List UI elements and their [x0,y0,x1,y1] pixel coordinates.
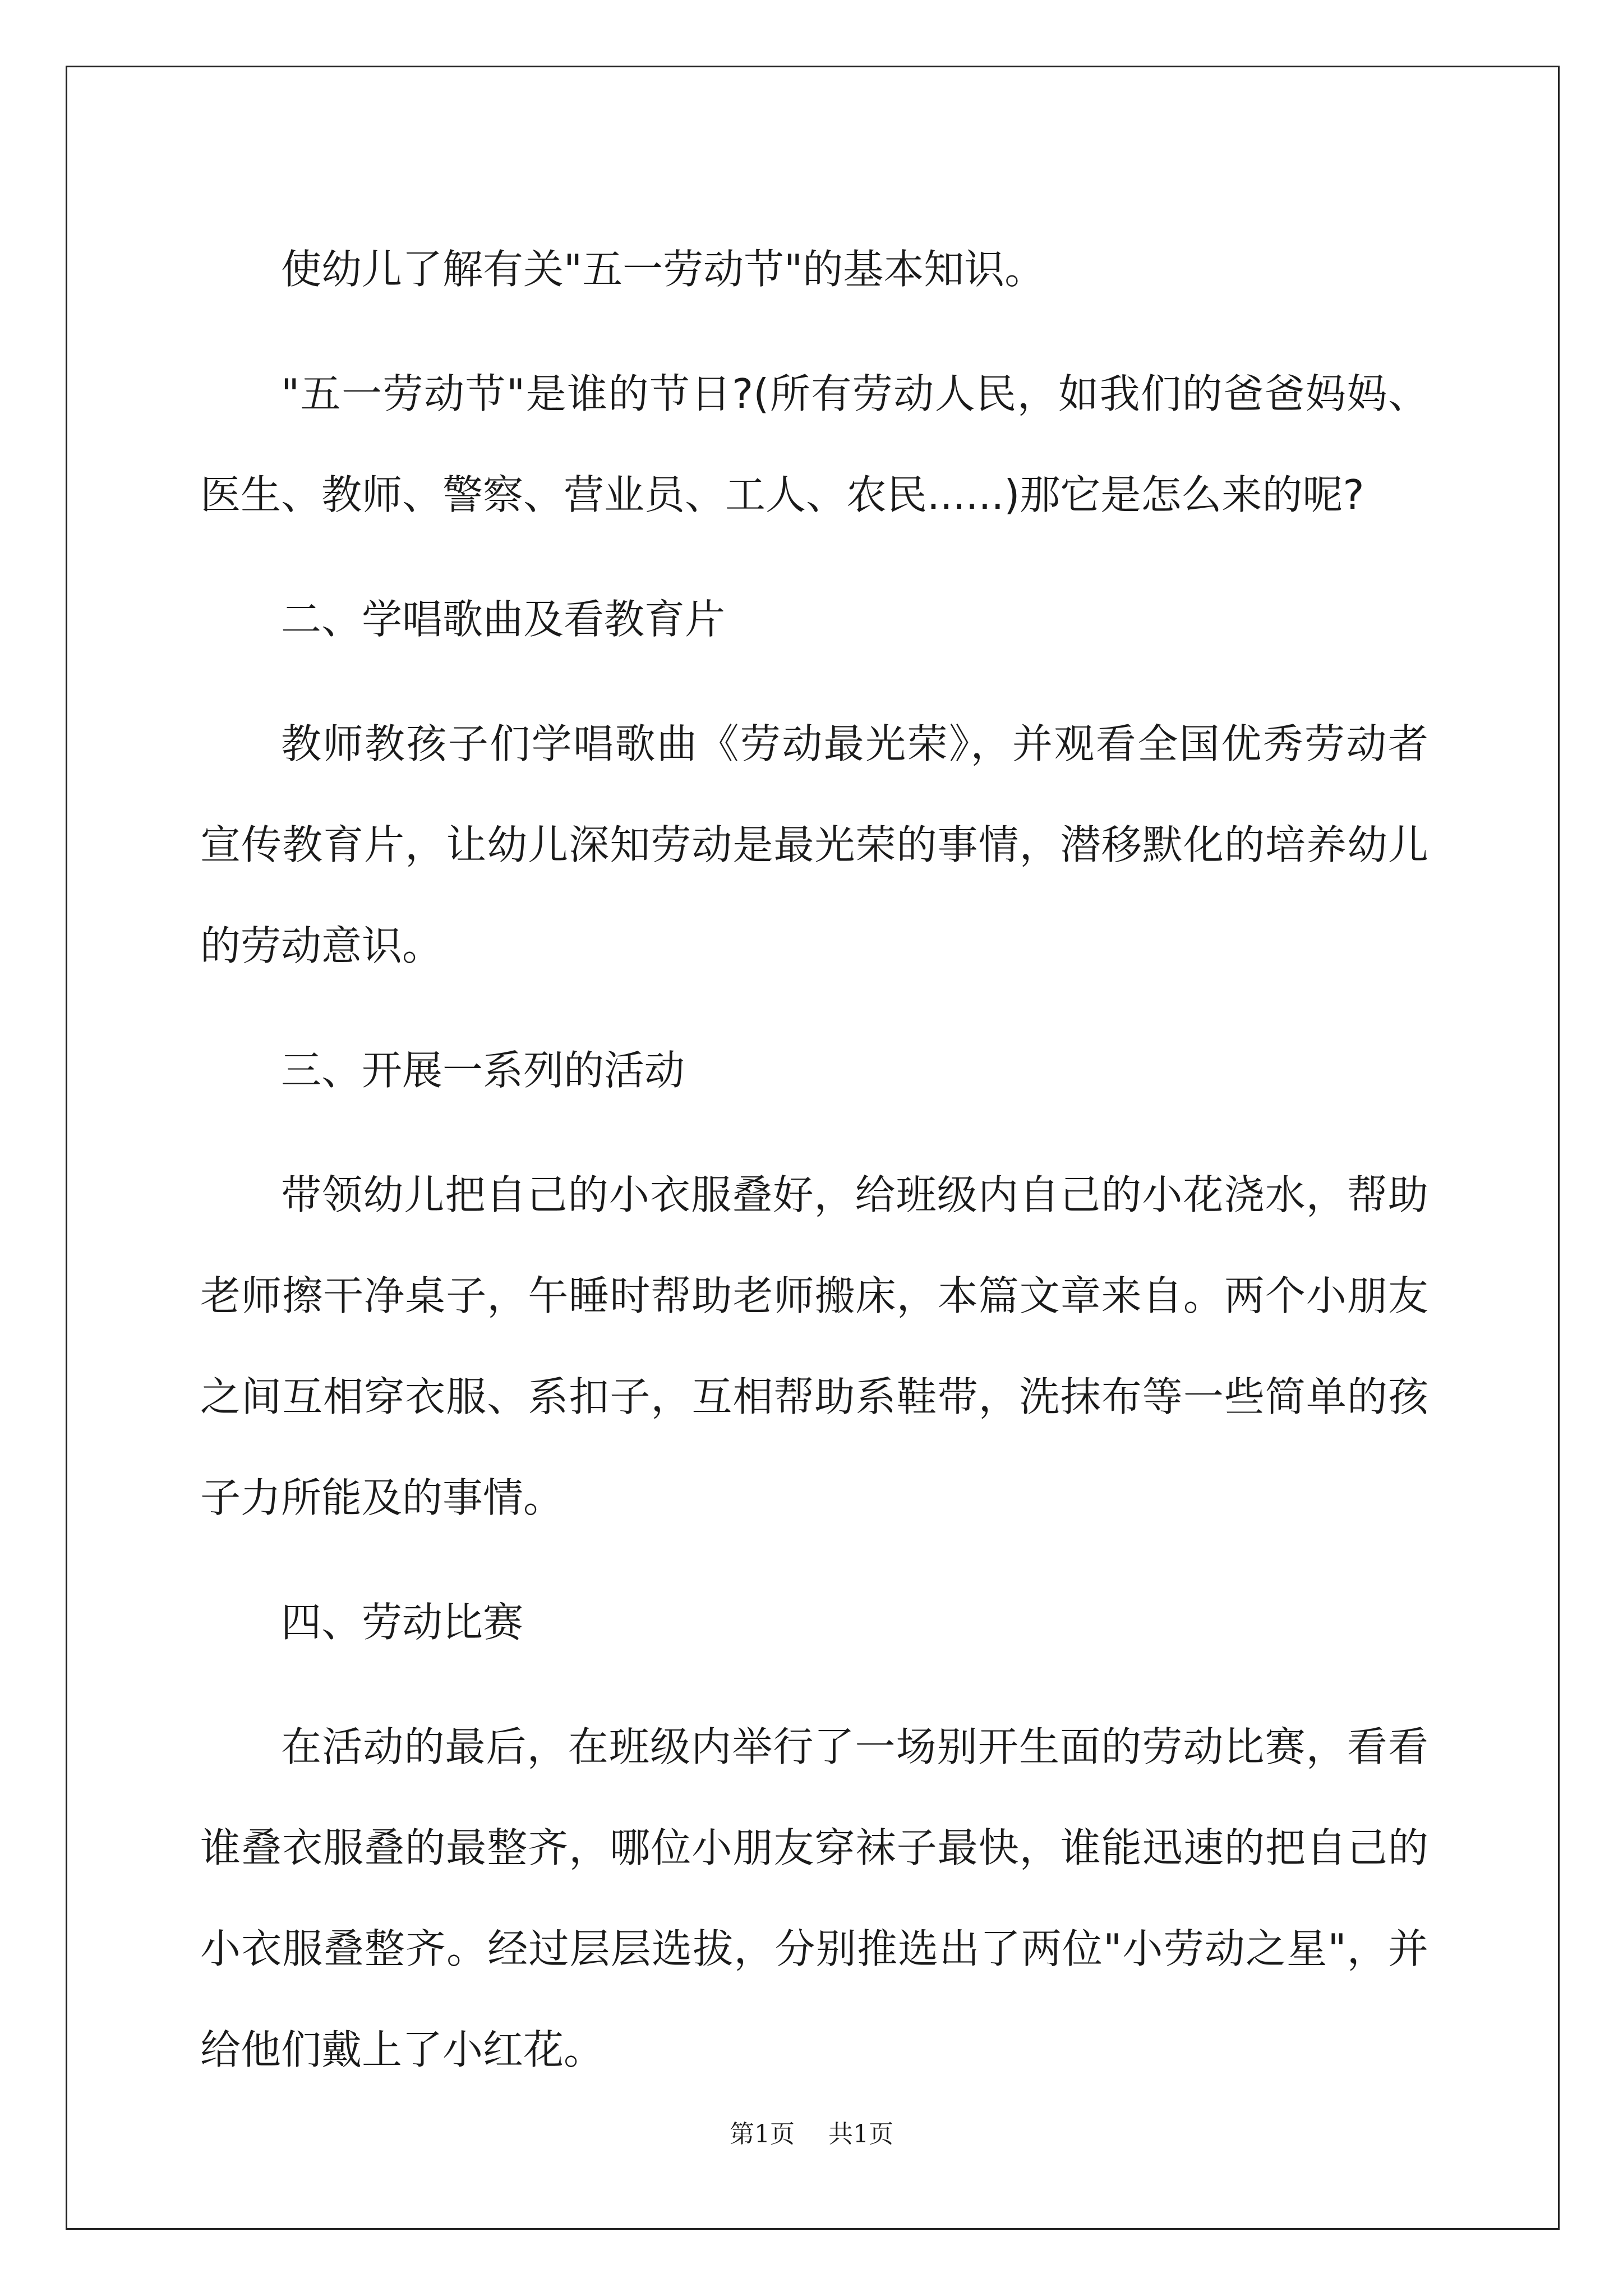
section-heading-2: 二、学唱歌曲及看教育片 [281,596,726,643]
page-total: 共1页 [828,2120,893,2148]
page-number: 第1页 [730,2120,795,2148]
section-heading-4: 四、劳动比赛 [281,1599,524,1646]
section-heading-3: 三、开展一系列的活动 [281,1047,685,1094]
paragraph-song: 教师教孩子们学唱歌曲《劳动最光荣》，并观看全国优秀劳动者宣传教育片，让幼儿深知劳动是最光荣的事情，潜移默化的培养幼儿的劳动意识。 [200,720,1428,969]
document-body [200,219,1428,2100]
paragraph-question: "五一劳动节"是谁的节日?(所有劳动人民，如我们的爸爸妈妈、医生、教师、警察、营业员、工人、农民......)那它是怎么来的呢? [200,370,1428,518]
paragraph-activities: 带领幼儿把自己的小衣服叠好，给班级内自己的小花浇水，帮助老师擦干净桌子，午睡时帮助老师搬床，本篇文章来自。两个小朋友之间互相穿衣服、系扣子，互相帮助系鞋带，洗抹布等一些简单的孩子力所能及的事情。 [200,1171,1428,1521]
paragraph-intro: 使幼儿了解有关"五一劳动节"的基本知识。 [281,246,1045,293]
page-footer [0,2114,1623,2150]
paragraph-competition: 在活动的最后，在班级内举行了一场别开生面的劳动比赛，看看谁叠衣服叠的最整齐，哪位小朋友穿袜子最快，谁能迅速的把自己的小衣服叠整齐。经过层层选拔，分别推选出了两位"小劳动之星"，并给他们戴上了小红花。 [200,1723,1428,2073]
